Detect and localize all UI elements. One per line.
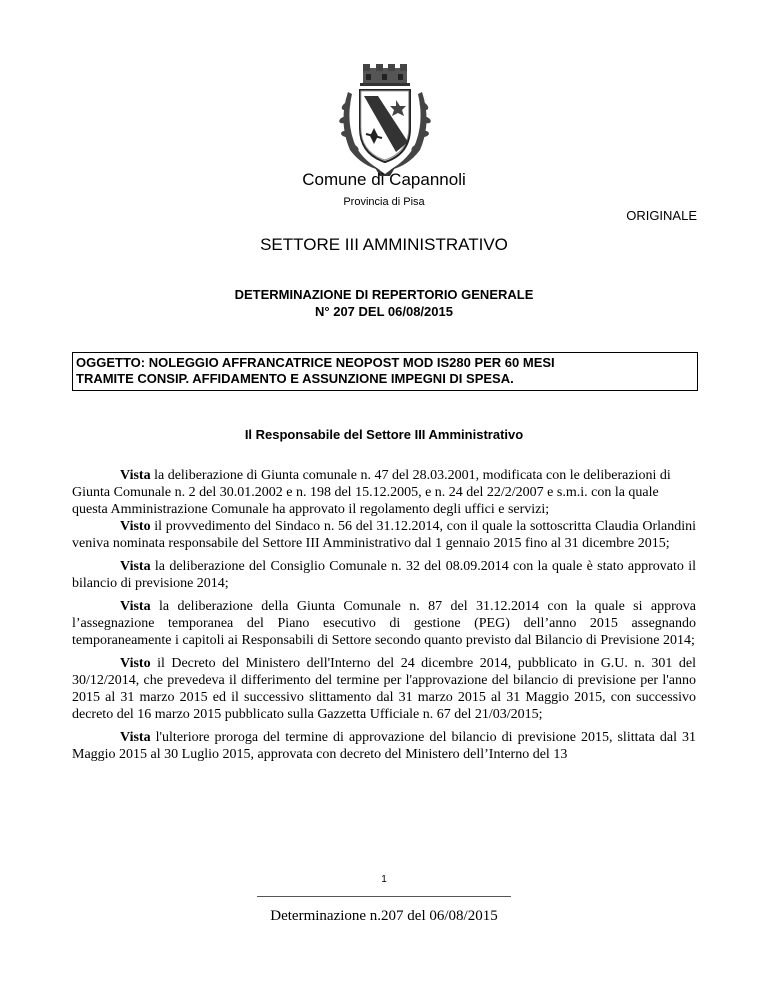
subject-line-1: OGGETTO: NOLEGGIO AFFRANCATRICE NEOPOST MOD IS280 PER 60 MESI <box>76 355 555 370</box>
document-body <box>72 467 696 769</box>
original-label: ORIGINALE <box>626 208 697 223</box>
coat-of-arms-crest <box>330 62 440 180</box>
department-title: SETTORE III AMMINISTRATIVO <box>260 235 508 254</box>
municipality-name: Comune di Capannoli <box>302 170 466 189</box>
signatory-heading: Il Responsabile del Settore III Amministrativo <box>244 427 524 442</box>
determination-title: DETERMINAZIONE DI REPERTORIO GENERALE <box>234 287 534 302</box>
paragraph: Vista la deliberazione della Giunta Comunale n. 87 del 31.12.2014 con la quale si approva l’assegnazione temporanea del Piano esecutivo di gestione (PEG) dell’anno 2015 assegnando temporaneamente i capitoli ai Responsabili di Settore secondo quanto previsto dal Bilancio di Previsione 2014; <box>72 599 696 648</box>
paragraph: Vista la deliberazione di Giunta comunale n. 47 del 28.03.2001, modificata con le deliberazioni di Giunta Comunale n. 2 del 30.01.2002 e n. 198 del 15.12.2005, e n. 24 del 22/2/2007 e s.m.i. con la quale questa Amministrazione Comunale ha approvato il regolamento degli uffici e servizi; <box>72 468 671 517</box>
paragraph: Vista la deliberazione del Consiglio Comunale n. 32 del 08.09.2014 con la quale è stato approvato il bilancio di previsione 2014; <box>72 559 696 591</box>
paragraph: Vista l'ulteriore proroga del termine di approvazione del bilancio di previsione 2015, slittata dal 31 Maggio 2015 al 30 Luglio 2015, approvata con decreto del Ministero dell’Interno del 13 <box>72 730 696 762</box>
province-name: Provincia di Pisa <box>343 196 425 208</box>
paragraph: Visto il provvedimento del Sindaco n. 56 del 31.12.2014, con il quale la sottoscritta Claudia Orlandini veniva nominata responsabile del Settore III Amministrativo dal 1 gennaio 2015 fino al 31 dicembre 2015; <box>72 519 696 551</box>
paragraph: Visto il Decreto del Ministero dell'Interno del 24 dicembre 2014, pubblicato in G.U. n. 301 del 30/12/2014, che prevedeva il differimento del termine per l'approvazione del bilancio di previsione per l'anno 2015 al 31 marzo 2015 ed il successivo slittamento dal 31 marzo 2015 al 31 Maggio 2015, con successivo decreto del 16 marzo 2015 pubblicato sulla Gazzetta Ufficiale n. 67 del 21/03/2015; <box>72 656 696 722</box>
subject-box <box>72 352 698 391</box>
page-number: 1 <box>381 874 387 885</box>
footer-text: Determinazione n.207 del 06/08/2015 <box>270 908 498 924</box>
shield-icon <box>360 90 410 162</box>
subject-line-2: TRAMITE CONSIP. AFFIDAMENTO E ASSUNZIONE IMPEGNI DI SPESA. <box>76 371 514 386</box>
crown-icon <box>360 64 410 86</box>
footer-divider <box>257 896 511 897</box>
determination-number: N° 207 DEL 06/08/2015 <box>315 304 453 319</box>
